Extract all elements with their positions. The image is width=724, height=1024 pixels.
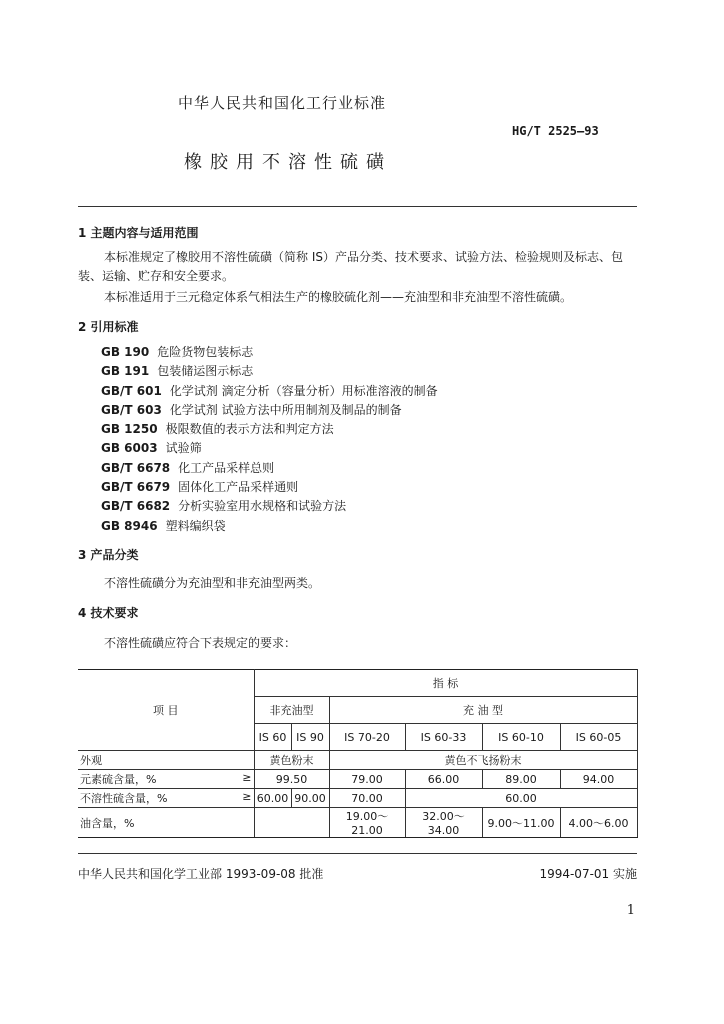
header-divider [78,206,637,207]
reference-item: GB 191 包装储运图示标志 [101,364,254,379]
reference-list [101,343,438,536]
table-cell: 黄色不飞扬粉末 [329,751,637,770]
table-cell: 60.00 [405,789,637,808]
reference-item: GB/T 6682 分析实验室用水规格和试验方法 [101,499,347,514]
grade-header: IS 60-33 [405,724,482,751]
reference-item: GB/T 6678 化工产品采样总则 [101,460,275,475]
table-cell: 94.00 [560,770,637,789]
index-header: 指 标 [254,670,637,697]
section-2-heading: 2 引用标准 [78,320,139,334]
reference-item: GB 8946 塑料编织袋 [101,518,226,533]
table-cell: 9.00～11.00 [482,808,560,838]
table-cell: 79.00 [329,770,405,789]
item-header: 项 目 [78,670,254,751]
table-cell: 90.00 [291,789,329,808]
table-cell: 32.00～34.00 [405,808,482,838]
table-cell: 66.00 [405,770,482,789]
table-cell: 60.00 [254,789,291,808]
section-1-heading: 1 主题内容与适用范围 [78,226,199,240]
table-cell: 99.50 [254,770,329,789]
row-label: 元素硫含量，% ≥ [78,770,254,789]
table-cell: 黄色粉末 [254,751,329,770]
oil-type-header: 充 油 型 [329,697,637,724]
grade-header: IS 60 [254,724,291,751]
section-4-heading: 4 技术要求 [78,606,139,620]
reference-item: GB 1250 极限数值的表示方法和判定方法 [101,422,334,437]
reference-item: GB/T 603 化学试剂 试验方法中所用制剂及制品的制备 [101,402,402,417]
table-row [78,770,637,789]
section-3-heading: 3 产品分类 [78,548,139,562]
page-number: 1 [626,903,635,918]
reference-item: GB/T 601 化学试剂 滴定分析（容量分析）用标准溶液的制备 [101,383,438,398]
greater-equal-symbol: ≥ [242,771,252,784]
issuing-organization: 中华人民共和国化工行业标准 [178,94,387,112]
table-cell: 70.00 [329,789,405,808]
row-label: 不溶性硫含量，% ≥ [78,789,254,808]
grade-header: IS 90 [291,724,329,751]
grade-header: IS 70-20 [329,724,405,751]
reference-item: GB 190 危险货物包装标志 [101,345,254,359]
section-1-paragraph-2: 本标准适用于三元稳定体系气相法生产的橡胶硫化剂——充油型和非充油型不溶性硫磺。 [104,290,573,304]
implementation-date: 1994-07-01 实施 [539,867,637,881]
table-row [78,808,637,838]
table-cell [254,808,329,838]
grade-header: IS 60-10 [482,724,560,751]
table-cell: 19.00～21.00 [329,808,405,838]
section-4-paragraph: 不溶性硫磺应符合下表规定的要求： [104,636,297,650]
table-cell: 4.00～6.00 [560,808,637,838]
approval-line: 中华人民共和国化学工业部 1993-09-08 批准 [78,867,324,881]
standard-number: HG/T 2525—93 [512,124,599,138]
row-label: 外观 [78,751,254,770]
grade-header: IS 60-05 [560,724,637,751]
table-row [78,789,637,808]
reference-item: GB 6003 试验筛 [101,441,202,456]
table-header-row [78,670,637,697]
greater-equal-symbol: ≥ [242,790,252,803]
reference-item: GB/T 6679 固体化工产品采样通则 [101,480,299,495]
row-label: 油含量，% [78,808,254,838]
document-title: 橡胶用不溶性硫磺 [184,152,392,173]
section-3-paragraph: 不溶性硫磺分为充油型和非充油型两类。 [104,576,321,590]
requirements-table [78,669,638,838]
table-row [78,751,637,770]
table-cell: 89.00 [482,770,560,789]
non-oil-type-header: 非充油型 [254,697,329,724]
footer-divider [78,853,637,854]
section-1-paragraph-1: 本标准规定了橡胶用不溶性硫磺（简称 IS）产品分类、技术要求、试验方法、检验规则及标志、包装、运输、贮存和安全要求。 [78,250,623,283]
